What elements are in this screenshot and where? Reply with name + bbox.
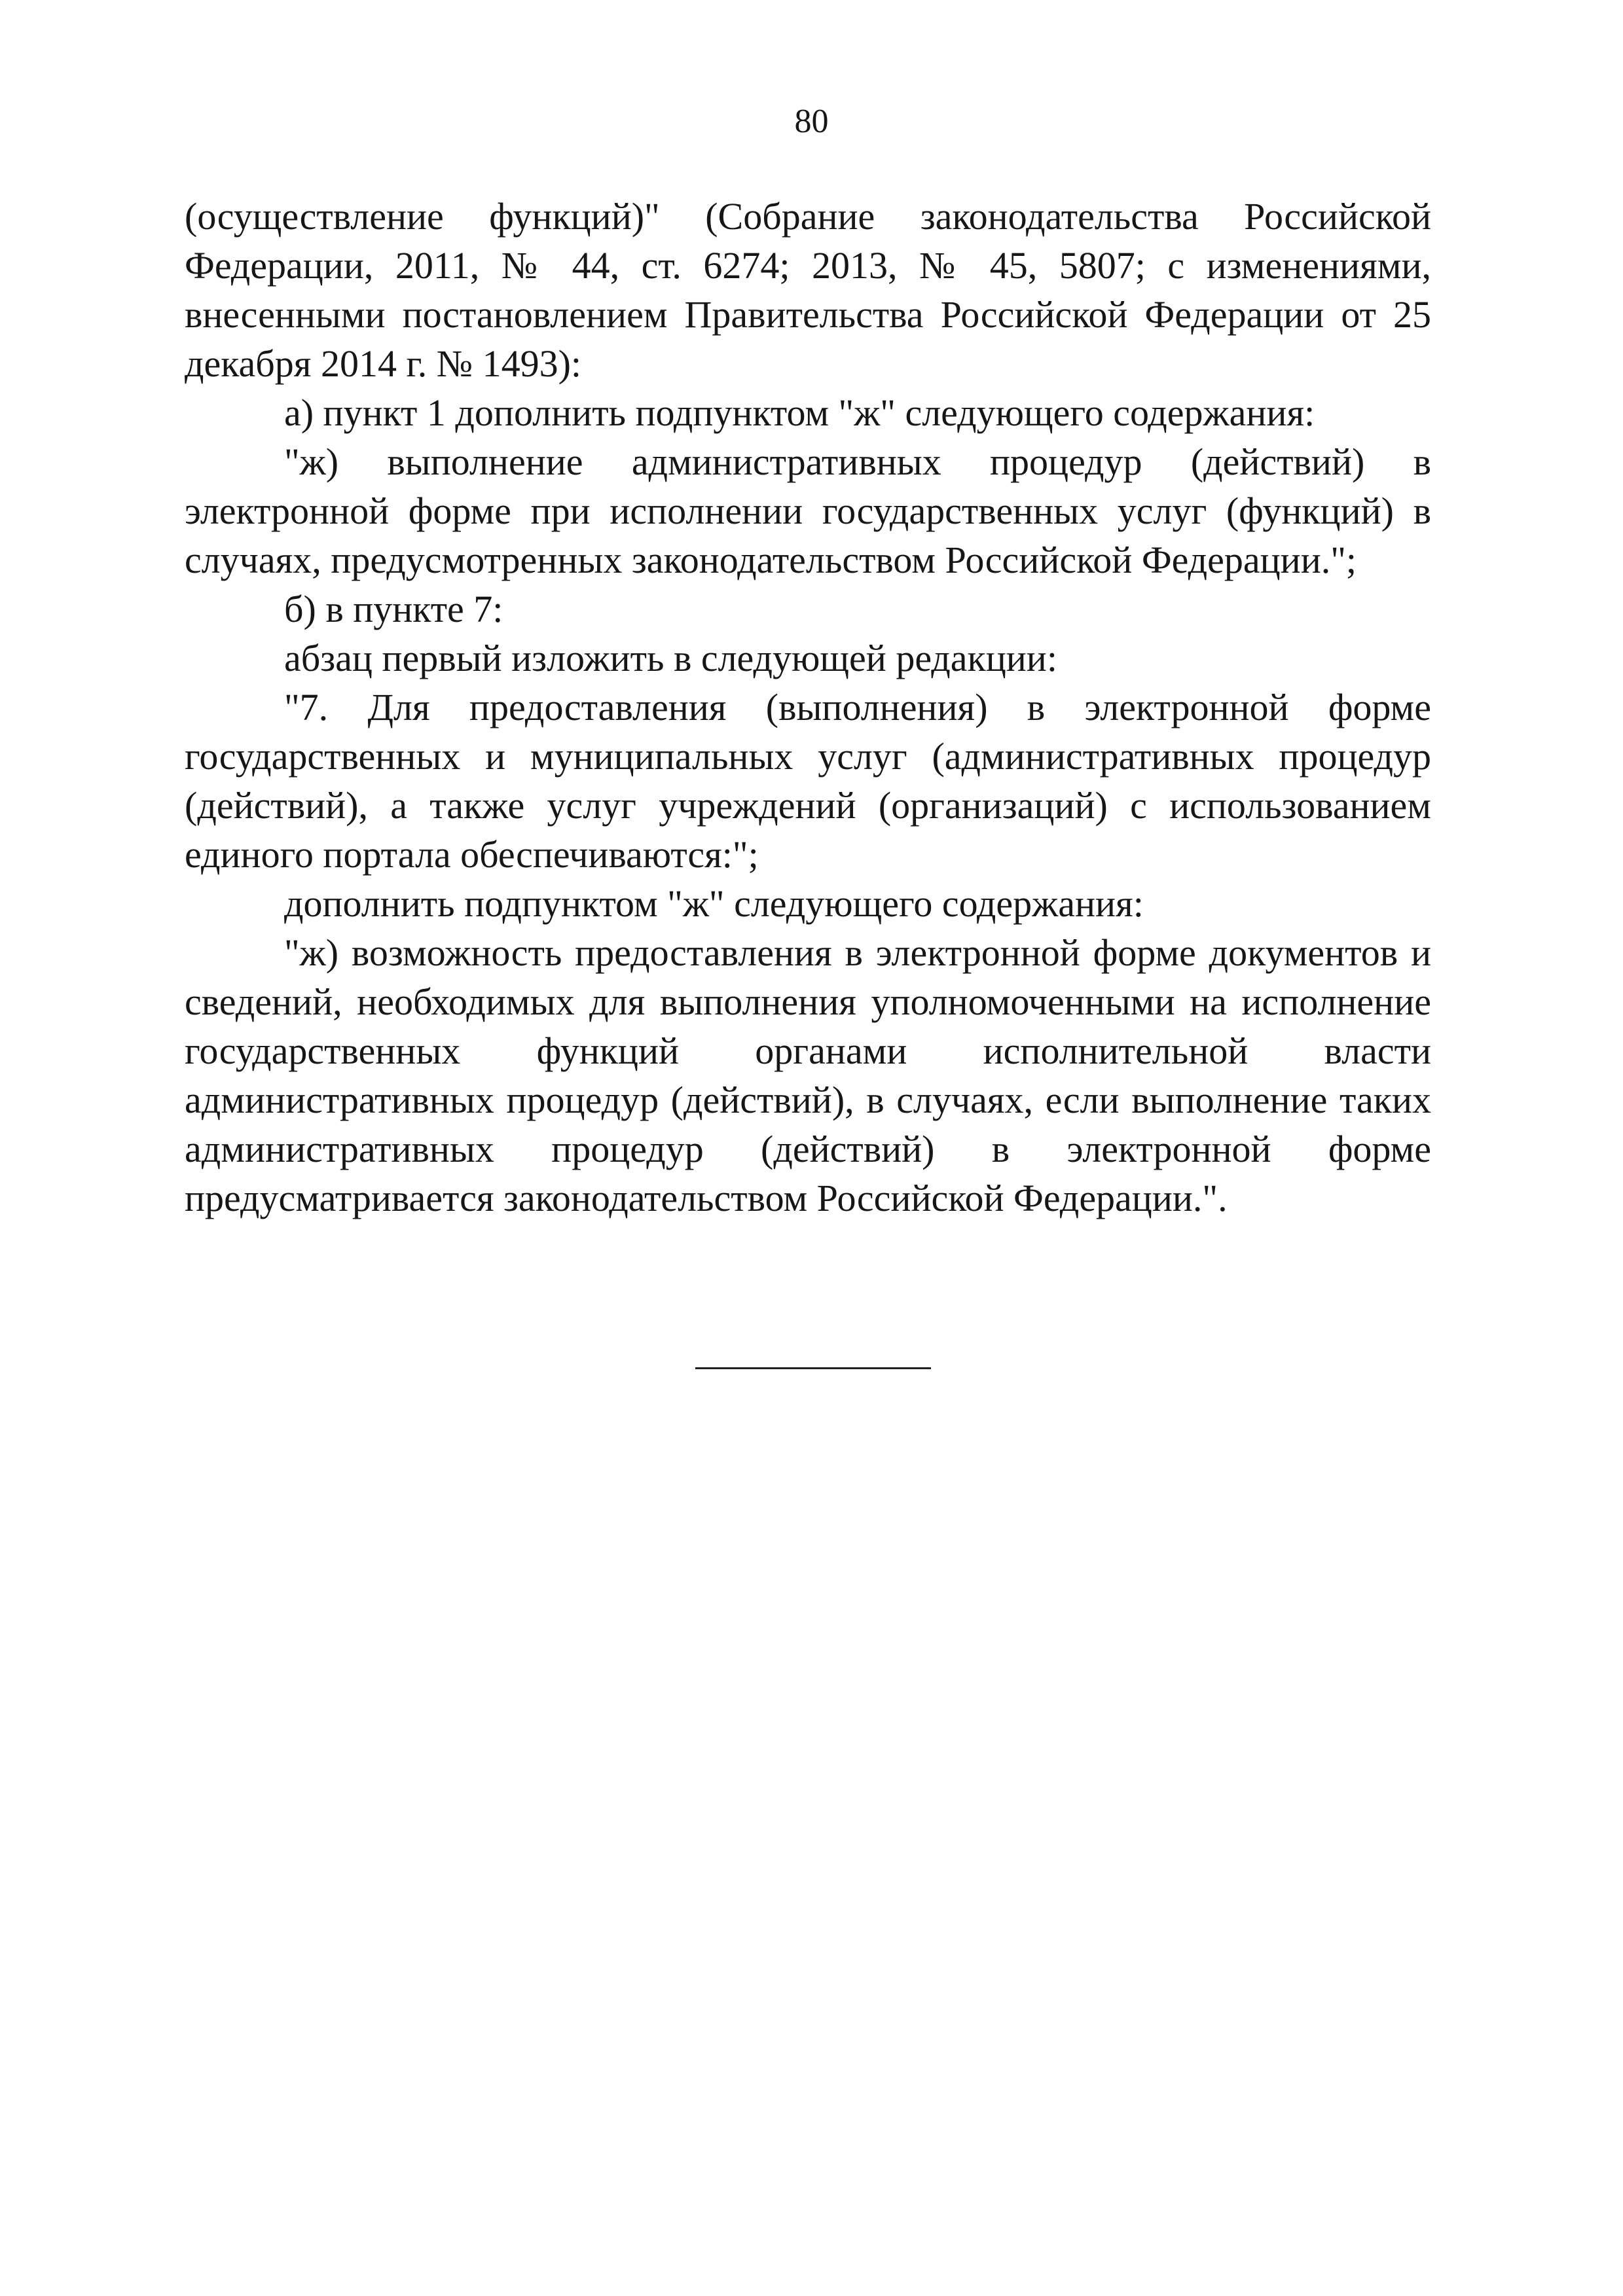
paragraph-first-abzac: абзац первый изложить в следующей редакции: — [284, 637, 1057, 679]
paragraph-continuation: (осуществление функций)" (Собрание законодательства Российской Федерации, 2011, № 44, ст. 6274; 2013, № 45, 5807; с изменениями, внесенными постановлением Правительства Российской Федерации от 25 декабря 2014 г. № 1493): — [185, 195, 1431, 385]
paragraph-item-b: б) в пункте 7: — [284, 588, 503, 630]
paragraph-subitem-zh-2: "ж) возможность предоставления в электронной форме документов и сведений, необходимых для выполнения уполномоченными на исполнение государственных функций органами исполнительной власти административных процедур (действий), в случаях, если выполнение таких административных процедур (действий) в электронной форме предусматривается законодательством Российской Федерации.". — [185, 931, 1431, 1219]
end-divider-line — [695, 1367, 931, 1369]
paragraph-add-subitem: дополнить подпунктом "ж" следующего содержания: — [284, 882, 1144, 925]
page-number: 80 — [794, 103, 829, 140]
paragraph-item-a: а) пункт 1 дополнить подпунктом "ж" следующего содержания: — [284, 391, 1315, 434]
document-body — [185, 192, 1431, 1223]
paragraph-subitem-zh-1: "ж) выполнение административных процедур (действий) в электронной форме при исполнении государственных услуг (функций) в случаях, предусмотренных законодательством Российской Федерации."; — [185, 440, 1431, 581]
paragraph-clause-7: "7. Для предоставления (выполнения) в электронной форме государственных и муниципальных услуг (административных процедур (действий), а также услуг учреждений (организаций) с использованием единого портала обеспечиваются:"; — [185, 686, 1431, 876]
